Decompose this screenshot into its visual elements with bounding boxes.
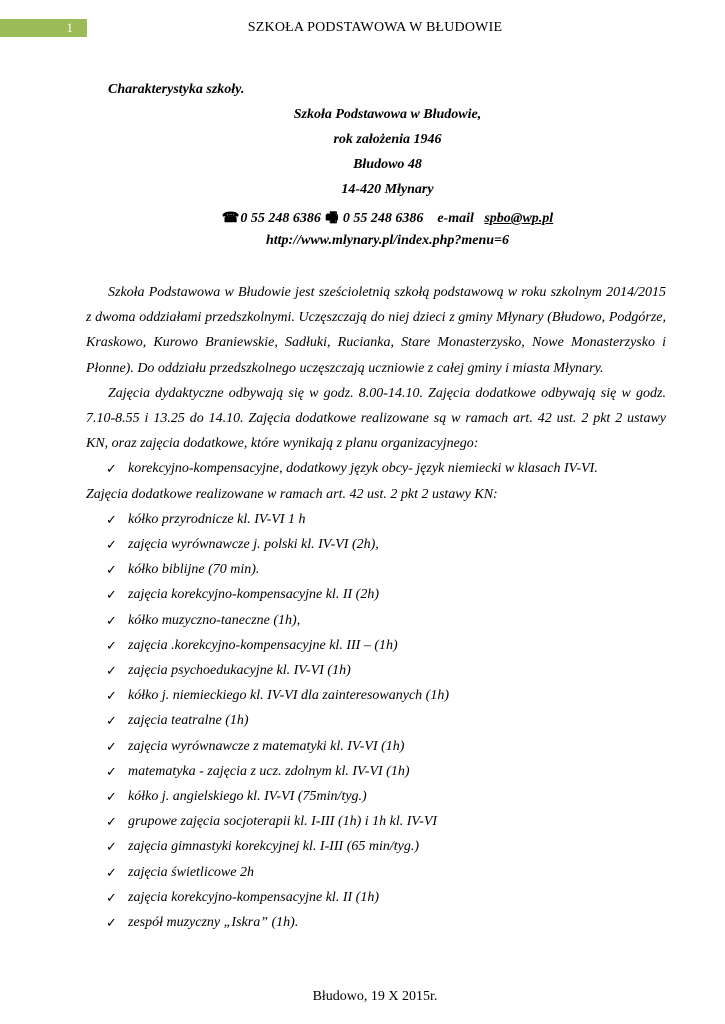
section-title: Charakterystyka szkoły. [108, 82, 245, 97]
running-header: SZKOŁA PODSTAWOWA W BŁUDOWIE [247, 20, 503, 35]
footer-date: Błudowo, 19 X 2015r. [312, 989, 438, 1004]
paragraph-description: Szkoła Podstawowa w Błudowie jest sześcioletnią szkołą podstawową w roku szkolnym 2014/2015 z dwoma oddziałami przedszkolnymi. Uczęszczają do niej dzieci z gminy Młynary (Błudowo, Podgórze, Kraskowo, Kurowo Braniewskie, Sadłuki, Rucianka, Stare Monasterzysko, Nowe Monasterzysko i Płonne). Do oddziału przedszkolnego uczęszczają uczniowie z całej gminy i miasta Młynary. [86, 285, 666, 376]
phone-number: 0 55 248 6386 [240, 211, 321, 226]
checkmark-icon: ✓ [106, 612, 117, 628]
contact-line [0, 207, 725, 231]
email-label: e-mail [437, 211, 474, 226]
list-item: ✓ kółko muzyczno-taneczne (1h), [86, 608, 666, 633]
email-link[interactable]: spbo@wp.pl [484, 211, 554, 226]
checkmark-icon: ✓ [106, 713, 117, 729]
checkmark-icon: ✓ [106, 511, 117, 527]
fax-icon: 🖷 [325, 211, 339, 226]
list-item: ✓ zajęcia wyrównawcze j. polski kl. IV-VI (2h), [86, 532, 666, 557]
list-item: ✓ zajęcia korekcyjno-kompensacyjne kl. II (1h) [86, 885, 666, 910]
list-item: ✓ zajęcia .korekcyjno-kompensacyjne kl. III – (1h) [86, 633, 666, 658]
list-item: ✓ grupowe zajęcia socjoterapii kl. I-III (1h) i 1h kl. IV-VI [86, 809, 666, 834]
checkmark-icon: ✓ [106, 915, 117, 931]
list-item: ✓ zajęcia gimnastyki korekcyjnej kl. I-III (65 min/tyg.) [86, 834, 666, 859]
checkmark-icon: ✓ [106, 688, 117, 704]
list-item: ✓ zajęcia wyrównawcze z matematyki kl. IV-VI (1h) [86, 734, 666, 759]
checkmark-icon: ✓ [106, 763, 117, 779]
address-street: Błudowo 48 [353, 157, 422, 172]
list-item: ✓ kółko przyrodnicze kl. IV-VI 1 h [86, 507, 666, 532]
checkmark-icon: ✓ [106, 637, 117, 653]
founded-year: rok założenia 1946 [333, 132, 442, 147]
school-name: Szkoła Podstawowa w Błudowie, [293, 107, 482, 122]
checkmark-icon: ✓ [106, 461, 117, 477]
list-item: ✓ kółko j. niemieckiego kl. IV-VI dla zainteresowanych (1h) [86, 683, 666, 708]
list-item: ✓ zajęcia psychoedukacyjne kl. IV-VI (1h) [86, 658, 666, 683]
address-city: 14-420 Młynary [341, 182, 434, 197]
telephone-icon: ☎ [221, 211, 240, 226]
website-link[interactable]: http://www.mlynary.pl/index.php?menu=6 [265, 233, 510, 248]
list-item: ✓ zespół muzyczny „Iskra” (1h). [86, 910, 666, 935]
checkmark-icon: ✓ [106, 738, 117, 754]
fax-number: 0 55 248 6386 [342, 211, 424, 226]
checkmark-icon: ✓ [106, 864, 117, 880]
list-item: ✓ zajęcia korekcyjno-kompensacyjne kl. II (2h) [86, 582, 666, 607]
body-text [86, 280, 666, 935]
checkmark-icon: ✓ [106, 889, 117, 905]
checkmark-icon: ✓ [106, 839, 117, 855]
list-item: ✓ zajęcia świetlicowe 2h [86, 860, 666, 885]
page-number: 1 [0, 19, 87, 37]
checkmark-icon: ✓ [106, 562, 117, 578]
list-item: ✓ korekcyjno-kompensacyjne, dodatkowy język obcy- język niemiecki w klasach IV-VI. [86, 456, 666, 481]
paragraph-schedule: Zajęcia dydaktyczne odbywają się w godz. 8.00-14.10. Zajęcia dodatkowe odbywają się w godz. 7.10-8.55 i 13.25 do 14.10. Zajęcia dodatkowe realizowane są w ramach art. 42 ust. 2 pkt 2 ustawy KN, oraz zajęcia dodatkowe, które wynikają z planu organizacyjnego: [86, 385, 666, 452]
checkmark-icon: ✓ [106, 814, 117, 830]
checkmark-icon: ✓ [106, 663, 117, 679]
list-item: ✓ kółko biblijne (70 min). [86, 557, 666, 582]
list-item: ✓ matematyka - zajęcia z ucz. zdolnym kl. IV-VI (1h) [86, 759, 666, 784]
list-item: ✓ kółko j. angielskiego kl. IV-VI (75min/tyg.) [86, 784, 666, 809]
checklist-organizational [86, 456, 666, 481]
checkmark-icon: ✓ [106, 587, 117, 603]
checkmark-icon: ✓ [106, 537, 117, 553]
checkmark-icon: ✓ [106, 789, 117, 805]
checklist-additional-classes [86, 507, 666, 935]
list-item: ✓ zajęcia teatralne (1h) [86, 708, 666, 733]
list-intro: Zajęcia dodatkowe realizowane w ramach art. 42 ust. 2 pkt 2 ustawy KN: [86, 486, 498, 502]
